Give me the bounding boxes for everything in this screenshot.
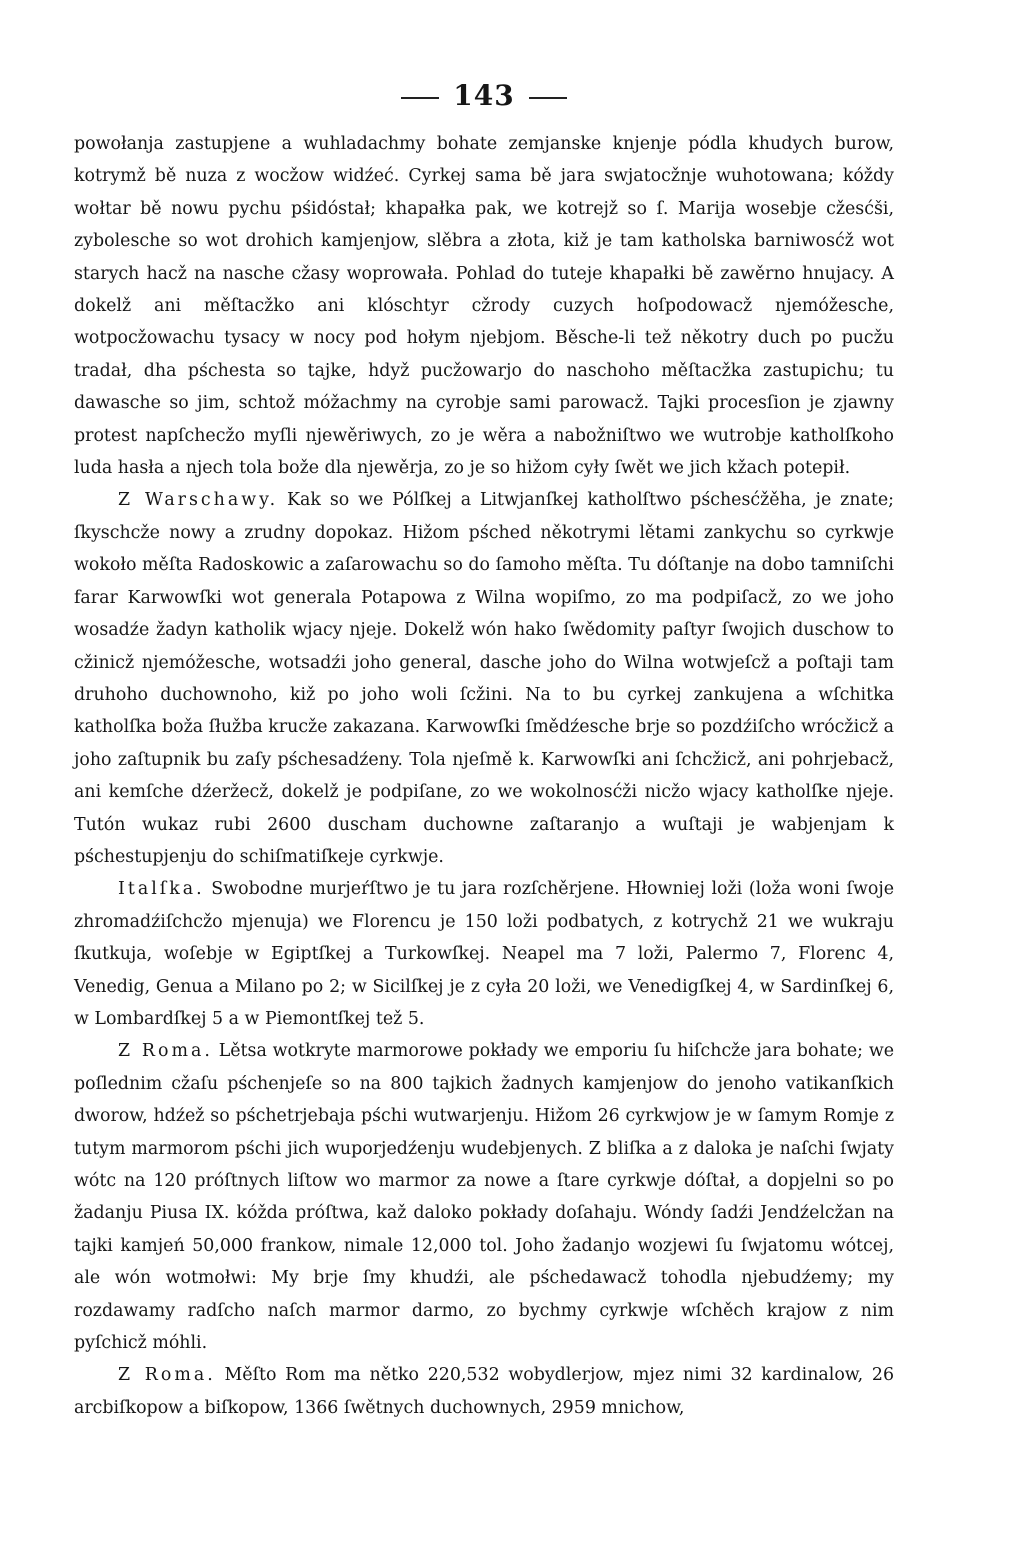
paragraph [74, 128, 894, 484]
paragraph-text: Swobodne murjeŕſtwo je tu jara rozſchěrjene. Hłowniej loži (loža woni ſwoje zhromadźiſchcžo mjenuja) we Florencu je 150 loži podbatych, z kotrychž 21 we wukraju ſkutkuja, woſebje w Egiptſkej a Turkowſkej. Neapel ma 7 loži, Palermo 7, Florenc 4, Venedig, Genua a Milano po 2; w Sicilſkej je z cyła 20 loži, we Venedigſkej 4, w Sardinſkej 6, w Lombardſkej 5 a w Piemontſkej tež 5. [74, 879, 894, 1029]
paragraph-lead: Italſka. [118, 879, 205, 900]
paragraph [74, 873, 894, 1035]
body-text [74, 128, 894, 1424]
page-header [74, 78, 894, 114]
paragraph [74, 484, 894, 873]
header-dash-left [401, 97, 439, 99]
paragraph-text: Kak so we Pólſkej a Litwjanſkej katholſtwo pśchesćžěha, je znate; ſkyschcže nowy a zrudny dopokaz. Hižom pśched někotrymi lětami zankychu so cyrkwje wokoło měſta Radoskowic a zaſarowachu so do ſamoho měſta. Tu dóſtanje na dobo tamniſchi farar Karwowſki wot generala Potapowa z Wilna wopiſmo, zo ma podpiſacž, zo we joho wosadźe žadyn katholik wjacy njeje. Dokelž wón hako ſwědomity paſtyr ſwojich duschow to cžinicž njemóžesche, wotsadźi joho general, dasche joho do Wilna wotwjeſcž a poſtaji tam druhoho duchownoho, kiž po joho woli ſcžini. Na to bu cyrkej zankujena a wſchitka katholſka boža ſłužba krucže zakazana. Karwowſki ſmědźesche brje so pozdźiſcho wrócžicž a joho zaſtupnik bu zaſy pśchesadźeny. Tola njeſmě k. Karwowſki ani ſchcžicž, ani pohrjebacž, ani kemſche dźeržecž, dokelž je podpiſane, zo we wokolnosćži nicžo wjacy katholſke njeje. Tutón wukaz rubi 2600 duscham duchowne zaſtaranjo a wuſtaji je wabjenjam k pśchestupjenju do schiſmatiſkeje cyrkwje. [74, 490, 894, 867]
paragraph-lead: Z Warschawy. [118, 490, 279, 511]
paragraph-lead: Z Roma. [118, 1365, 216, 1386]
paragraph-text: Měſto Rom ma nětko 220,532 wobydlerjow, mjez nimi 32 kardinalow, 26 arcbiſkopow a biſkopow, 1366 ſwětnych duchownych, 2959 mnichow, [74, 1365, 895, 1418]
header-dash-right [529, 97, 567, 99]
paragraph [74, 1359, 894, 1424]
paragraph-text: powołanja zastupjene a wuhladachmy bohate zemjanske knjenje pódla khudych burow, kotrymž bě nuza z wocžow widźeć. Cyrkej sama bě jara swjatocžnje wuhotowana; kóždy wołtar bě nowu pychu pśidóstał; khapałka pak, we kotrejž so ſ. Marija wosebje cžesćši, zybolesche so wot drohich kamjenjow, slěbra a złota, kiž je tam katholska barniwosćž wot starych hacž na nasche cžasy woprowała. Pohlad do tuteje khapałki bě zawěrno hnujacy. A dokelž ani měſtacžko ani klóschtyr cžrody cuzych hoſpodowacž njemóžesche, wotpocžowachu tysacy w nocy pod hołym njebjom. Běsche-li tež někotry duch po pucžu tradał, dha pśchesta so tajke, hdyž pucžowarjo do naschoho měſtacžka zastupichu; tu dawasche so jim, schtož móžachmy na cyrobje sami parowacž. Tajki procesſion je zjawny protest napſchecžo myſli njewěriwych, zo je wěra a nabožniſtwo we wutrobje katholſkoho luda hasła a njech tola bože dla njewěrja, zo je so hižom cyły ſwět we jich kžach potepił. [74, 134, 894, 479]
paragraph [74, 1035, 894, 1359]
paragraph-lead: Z Roma. [118, 1041, 213, 1062]
page-number: 143 [453, 79, 515, 112]
document-page [74, 78, 894, 1424]
paragraph-text: Lětsa wotkryte marmorowe pokłady we emporiu ſu hiſchcže jara bohate; we poſlednim cžaſu pśchenjeſe so na 800 tajkich žadnych kamjenjow do jenoho vatikanſkich dworow, hdźež so pśchetrjebaja pśchi wutwarjenju. Hižom 26 cyrkwjow je w ſamym Romje z tutym marmorom pśchi jich wuporjedźenju wudebjenych. Z bliſka a z daloka je naſchi ſwjaty wótc na 120 próſtnych liſtow wo marmor za nowe a ſtare cyrkwje dóſtał, a dopjelni so po žadanju Piusa IX. kóžda próſtwa, kaž daloko pokłady doſahaju. Wóndy ſadźi Jendźelcžan na tajki kamjeń 50,000 frankow, nimale 12,000 tol. Joho žadanjo wozjewi ſu ſwjatomu wótcej, ale wón wotmołwi: My brje ſmy khudźi, ale pśchedawacž tohodla njebudźemy; my rozdawamy radſcho naſch marmor darmo, zo bychmy cyrkwje wſchěch krajow z nim pyſchicž móhli. [74, 1041, 895, 1354]
